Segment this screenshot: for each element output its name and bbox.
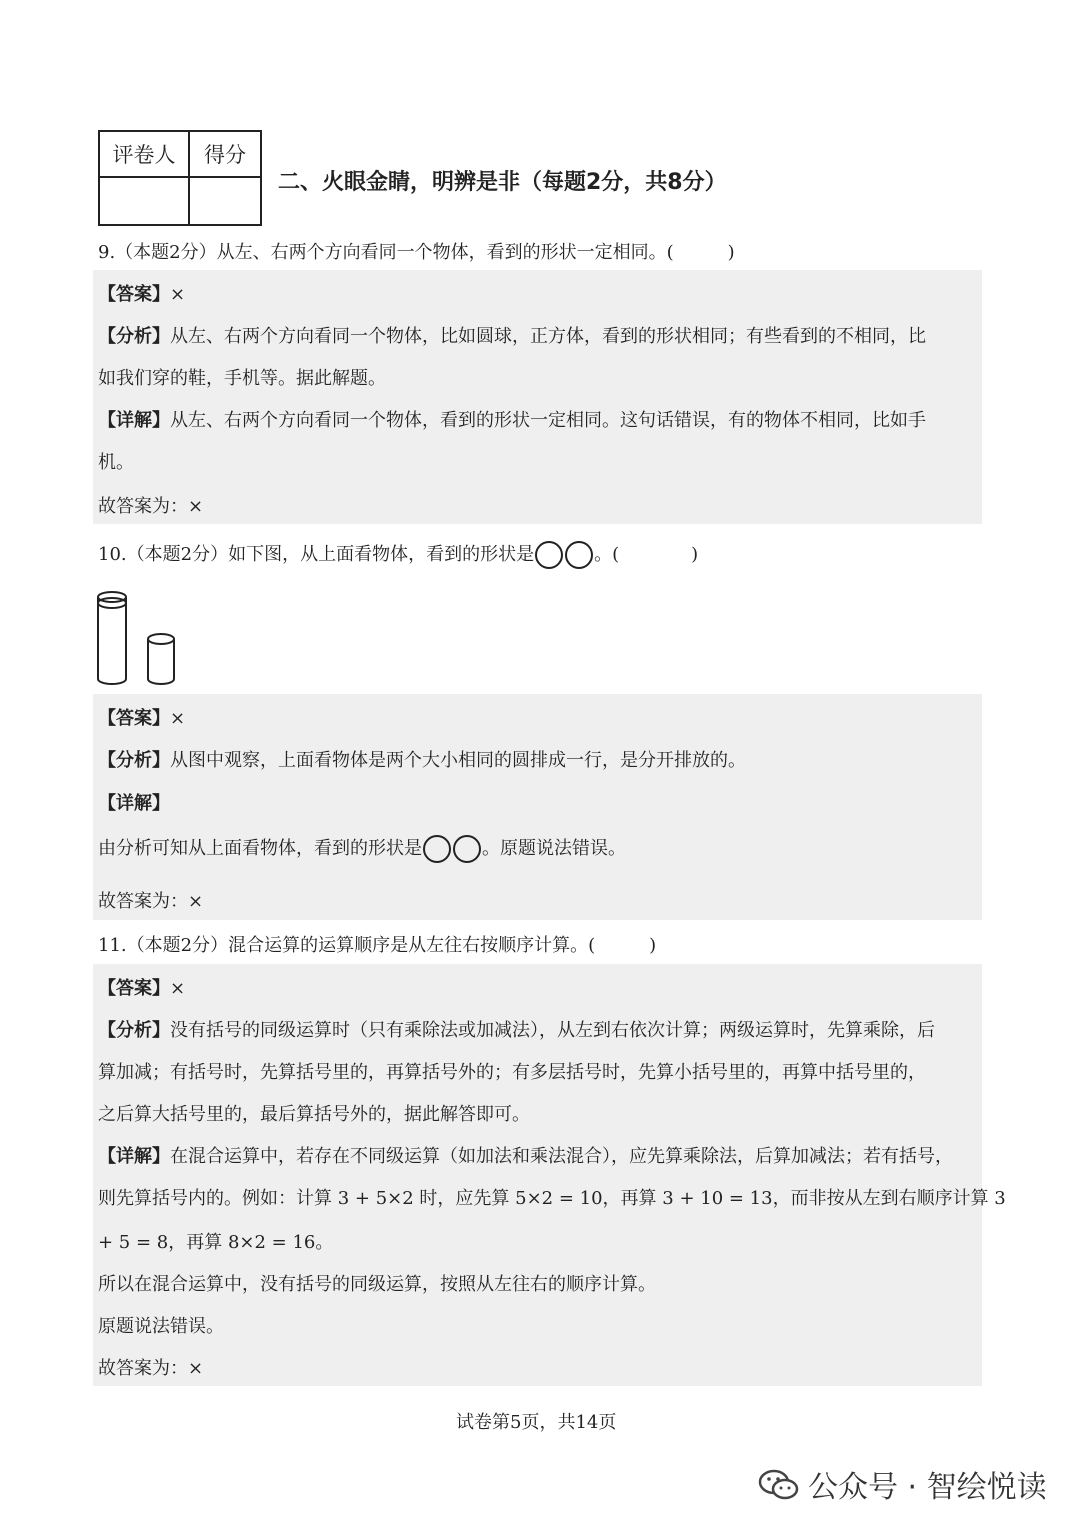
q10-final: 故答案为：× xyxy=(98,891,204,912)
q9-analysis-tag: 【分析】 xyxy=(98,326,170,347)
q10-detail-tag: 【详解】 xyxy=(98,793,170,814)
circle-icon xyxy=(565,541,593,569)
q11-conclusion-2: 原题说法错误。 xyxy=(98,1316,224,1337)
circle-icon xyxy=(423,835,451,863)
watermark-text: 公众号 · 智绘悦读 xyxy=(808,1470,1047,1505)
q11-stem: 11.（本题2分）混合运算的运算顺序是从左往右按顺序计算。( ) xyxy=(98,935,657,956)
cylinders-figure xyxy=(96,588,180,686)
q9-detail-tag: 【详解】 xyxy=(98,410,170,431)
q10-stem-post: 。( ) xyxy=(594,544,699,565)
q9-answer-box xyxy=(93,270,982,524)
q10-answer-box xyxy=(93,694,982,920)
q10-stem xyxy=(98,540,698,569)
q10-answer: × xyxy=(170,708,186,729)
circle-icon xyxy=(535,541,563,569)
q9-final: 故答案为：× xyxy=(98,496,204,517)
q11-analysis-2: 算加减；有括号时，先算括号里的，再算括号外的；有多层括号时，先算小括号里的，再算中括号里的， xyxy=(98,1062,926,1083)
q10-detail-post: 。原题说法错误。 xyxy=(482,838,626,859)
score-header: 得分 xyxy=(189,131,261,177)
wechat-icon xyxy=(758,1468,800,1510)
q9-answer-tag: 【答案】 xyxy=(98,284,170,305)
q11-detail-2: 则先算括号内的。例如：计算 3 + 5×2 时，应先算 5×2 = 10，再算 3 + 10 = 13，而非按从左到右顺序计算 3 xyxy=(98,1188,1006,1209)
score-table xyxy=(98,130,262,226)
q9-analysis-2: 如我们穿的鞋，手机等。据此解题。 xyxy=(98,368,386,389)
q11-analysis-tag: 【分析】 xyxy=(98,1020,170,1041)
q11-detail-1: 在混合运算中，若存在不同级运算（如加法和乘法混合），应先算乘除法，后算加减法；若有括号， xyxy=(170,1146,953,1167)
q9-stem: 9.（本题2分）从左、右两个方向看同一个物体，看到的形状一定相同。( ) xyxy=(98,242,735,263)
q9-answer: × xyxy=(170,284,186,305)
q9-detail-1: 从左、右两个方向看同一个物体，看到的形状一定相同。这句话错误，有的物体不相同，比如手 xyxy=(170,410,926,431)
watermark xyxy=(758,1462,1047,1510)
q10-stem-pre: 10.（本题2分）如下图，从上面看物体，看到的形状是 xyxy=(98,544,535,565)
section-title: 二、火眼金睛，明辨是非（每题2分，共8分） xyxy=(278,170,727,195)
q11-conclusion-1: 所以在混合运算中，没有括号的同级运算，按照从左往右的顺序计算。 xyxy=(98,1274,656,1295)
page-footer: 试卷第5页，共14页 xyxy=(456,1412,617,1433)
q11-analysis-3: 之后算大括号里的，最后算括号外的，据此解答即可。 xyxy=(98,1104,530,1125)
q10-analysis-tag: 【分析】 xyxy=(98,750,170,771)
q9-detail-2: 机。 xyxy=(98,452,134,473)
q11-answer-tag: 【答案】 xyxy=(98,978,170,999)
circle-icon xyxy=(453,835,481,863)
q11-detail-3: + 5 = 8，再算 8×2 = 16。 xyxy=(98,1232,334,1253)
grader-cell xyxy=(99,177,189,225)
q11-analysis-1: 没有括号的同级运算时（只有乘除法或加减法），从左到右依次计算；两级运算时，先算乘除，后 xyxy=(170,1020,935,1041)
tall-cylinder xyxy=(98,592,126,684)
q11-answer-box xyxy=(93,964,1006,1386)
q11-detail-tag: 【详解】 xyxy=(98,1146,170,1167)
q10-answer-tag: 【答案】 xyxy=(98,708,170,729)
short-cylinder xyxy=(148,634,174,684)
q10-detail-pre: 由分析可知从上面看物体，看到的形状是 xyxy=(98,838,422,859)
q10-analysis: 从图中观察，上面看物体是两个大小相同的圆排成一行，是分开排放的。 xyxy=(170,750,746,771)
q11-answer: × xyxy=(170,978,186,999)
q9-analysis-1: 从左、右两个方向看同一个物体，比如圆球，正方体，看到的形状相同；有些看到的不相同，比 xyxy=(170,326,926,347)
grader-header: 评卷人 xyxy=(99,131,189,177)
score-cell xyxy=(189,177,261,225)
q11-final: 故答案为：× xyxy=(98,1358,204,1379)
